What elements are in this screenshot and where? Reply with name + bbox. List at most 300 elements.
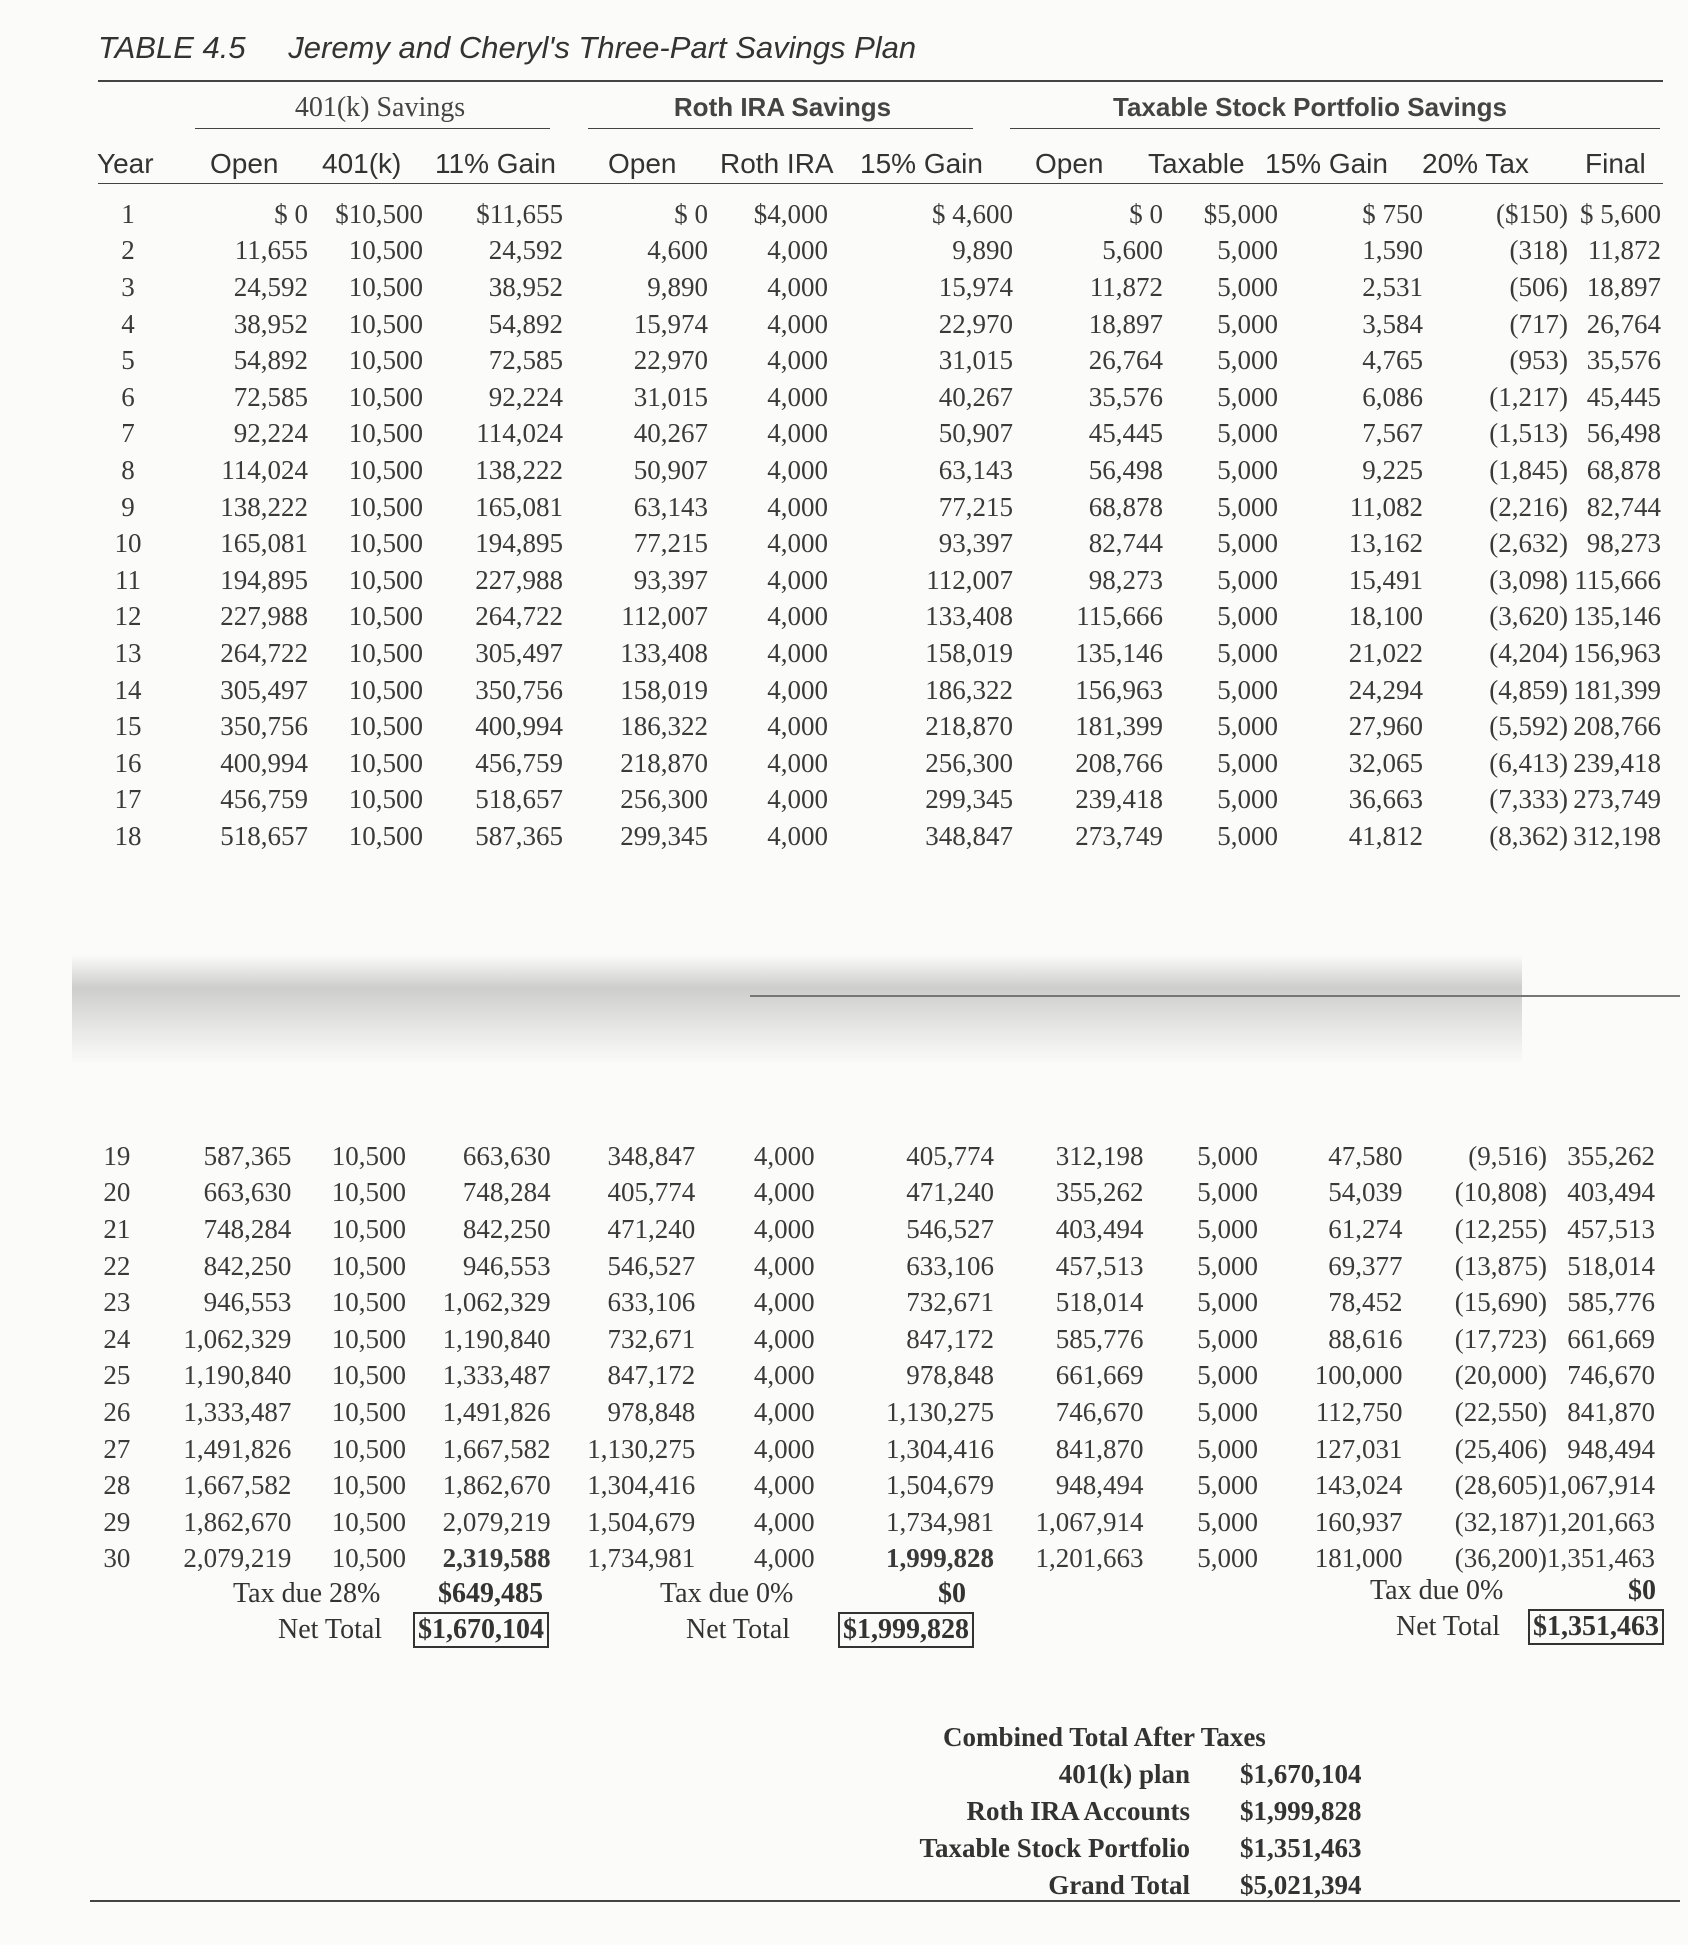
value-cell: (2,216) <box>1489 491 1568 522</box>
col-header-taxable-open: Open <box>1035 148 1104 179</box>
table-row <box>98 196 1661 233</box>
scan-fold-shadow <box>72 955 1522 1065</box>
value-cell: 10,500 <box>331 1543 406 1574</box>
year-cell: 30 <box>103 1543 131 1574</box>
table-row <box>98 525 1661 562</box>
value-cell: 661,669 <box>1567 1323 1655 1354</box>
value-cell: 1,590 <box>1362 235 1423 266</box>
value-cell: 63,143 <box>633 491 708 522</box>
value-cell: (22,550) <box>1454 1396 1547 1427</box>
value-cell: 9,890 <box>647 271 708 302</box>
value-cell: 10,500 <box>348 784 423 815</box>
value-cell: 1,999,828 <box>885 1543 994 1574</box>
value-cell: 4,000 <box>767 308 828 339</box>
value-cell: 4,000 <box>767 784 828 815</box>
value-cell: 11,872 <box>1587 235 1661 266</box>
value-cell: 948,494 <box>1567 1433 1655 1464</box>
table-row <box>92 1541 1655 1578</box>
value-cell: 10,500 <box>348 491 423 522</box>
roth-tax-value: $0 <box>938 1578 966 1609</box>
value-cell: 21,022 <box>1348 637 1423 668</box>
value-cell: 1,734,981 <box>885 1506 994 1537</box>
col-header-401k-open: Open <box>210 148 279 179</box>
table-number: TABLE 4.5 <box>98 30 246 65</box>
year-cell: 17 <box>114 784 142 815</box>
value-cell: 10,500 <box>331 1177 406 1208</box>
value-cell: 27,960 <box>1348 711 1423 742</box>
value-cell: 1,862,670 <box>442 1470 551 1501</box>
table-row <box>98 489 1661 526</box>
value-cell: 5,000 <box>1217 747 1278 778</box>
value-cell: (953) <box>1509 345 1568 376</box>
value-cell: 10,500 <box>331 1323 406 1354</box>
value-cell: 68,878 <box>1586 454 1661 485</box>
value-cell: 3,584 <box>1362 308 1423 339</box>
combined-heading: Combined Total After Taxes <box>943 1722 1266 1752</box>
value-cell: 78,452 <box>1328 1287 1403 1318</box>
value-cell: 186,322 <box>620 711 708 742</box>
value-cell: 256,300 <box>925 747 1013 778</box>
table-row <box>98 379 1661 416</box>
value-cell: 400,994 <box>220 747 308 778</box>
value-cell: (12,255) <box>1454 1213 1547 1244</box>
value-cell: 518,657 <box>475 784 563 815</box>
value-cell: 4,000 <box>767 564 828 595</box>
col-header-final: Final <box>1585 148 1646 179</box>
value-cell: 114,024 <box>221 454 308 485</box>
value-cell: 93,397 <box>633 564 708 595</box>
value-cell: 405,774 <box>906 1140 994 1171</box>
value-cell: 208,766 <box>1573 711 1661 742</box>
year-cell: 14 <box>114 674 142 705</box>
value-cell: 264,722 <box>220 637 308 668</box>
value-cell: 1,067,914 <box>1547 1470 1655 1501</box>
value-cell: 6,086 <box>1362 381 1423 412</box>
table-row <box>98 818 1661 855</box>
value-cell: 633,106 <box>906 1250 994 1281</box>
value-cell: 1,304,416 <box>885 1433 994 1464</box>
value-cell: 10,500 <box>348 418 423 449</box>
value-cell: 518,014 <box>1055 1287 1144 1318</box>
table-row <box>92 1394 1655 1431</box>
value-cell: 31,015 <box>938 345 1013 376</box>
value-cell: 127,031 <box>1314 1433 1403 1464</box>
table-row <box>92 1248 1655 1285</box>
value-cell: 1,067,914 <box>1035 1506 1144 1537</box>
value-cell: 22,970 <box>938 308 1013 339</box>
value-cell: $ 0 <box>1129 198 1163 229</box>
value-cell: 138,222 <box>475 454 563 485</box>
col-header-roth-contrib: Roth IRA <box>720 148 834 179</box>
value-cell: 5,000 <box>1197 1177 1259 1208</box>
year-cell: 25 <box>103 1360 131 1391</box>
year-cell: 2 <box>121 235 135 266</box>
value-cell: 5,000 <box>1197 1506 1259 1537</box>
value-cell: 32,065 <box>1348 747 1423 778</box>
table-row <box>98 342 1661 379</box>
value-cell: (20,000) <box>1454 1360 1547 1391</box>
year-cell: 9 <box>121 491 135 522</box>
value-cell: 1,062,329 <box>183 1323 292 1354</box>
value-cell: 5,000 <box>1197 1140 1259 1171</box>
year-cell: 18 <box>114 820 142 851</box>
value-cell: 77,215 <box>633 528 708 559</box>
value-cell: ($150) <box>1496 198 1568 229</box>
group-header-roth: Roth IRA Savings <box>673 92 892 122</box>
value-cell: 312,198 <box>1573 820 1661 851</box>
combined-label: Taxable Stock Portfolio <box>919 1833 1190 1863</box>
value-cell: 841,870 <box>1055 1433 1144 1464</box>
value-cell: 264,722 <box>475 601 563 632</box>
value-cell: 10,500 <box>348 528 423 559</box>
value-cell: 4,000 <box>767 528 828 559</box>
value-cell: 100,000 <box>1314 1360 1403 1391</box>
value-cell: 4,000 <box>767 381 828 412</box>
value-cell: 5,000 <box>1217 711 1278 742</box>
combined-row <box>890 1756 1362 1793</box>
value-cell: 299,345 <box>925 784 1013 815</box>
value-cell: 11,082 <box>1349 491 1423 522</box>
group-rule-roth <box>588 128 973 129</box>
value-cell: 946,553 <box>462 1250 551 1281</box>
value-cell: 299,345 <box>620 820 708 851</box>
year-cell: 21 <box>103 1213 131 1244</box>
value-cell: 13,162 <box>1348 528 1423 559</box>
year-cell: 11 <box>115 564 141 595</box>
combined-value: $1,351,463 <box>1240 1833 1362 1863</box>
year-cell: 1 <box>121 198 135 229</box>
value-cell: 405,774 <box>607 1177 696 1208</box>
value-cell: (36,200) <box>1454 1543 1547 1574</box>
value-cell: 5,000 <box>1197 1360 1259 1391</box>
value-cell: 10,500 <box>331 1250 406 1281</box>
value-cell: (25,406) <box>1454 1433 1547 1464</box>
value-cell: 4,000 <box>753 1543 815 1574</box>
year-cell: 22 <box>103 1250 131 1281</box>
value-cell: (10,808) <box>1454 1177 1547 1208</box>
value-cell: 10,500 <box>331 1140 406 1171</box>
table-row <box>98 782 1661 819</box>
value-cell: 4,000 <box>767 491 828 522</box>
value-cell: 663,630 <box>462 1140 551 1171</box>
value-cell: 585,776 <box>1055 1323 1144 1354</box>
value-cell: 133,408 <box>925 601 1013 632</box>
value-cell: 1,062,329 <box>442 1287 551 1318</box>
value-cell: 4,000 <box>753 1506 815 1537</box>
year-cell: 4 <box>121 308 135 339</box>
value-cell: 4,000 <box>753 1323 815 1354</box>
value-cell: (2,632) <box>1489 528 1568 559</box>
value-cell: 15,974 <box>938 271 1013 302</box>
value-cell: 239,418 <box>1075 784 1163 815</box>
value-cell: 587,365 <box>203 1140 292 1171</box>
table-row <box>98 306 1661 343</box>
value-cell: 4,000 <box>753 1213 815 1244</box>
roth-net-value: $1,999,828 <box>838 1612 974 1648</box>
value-cell: (13,875) <box>1454 1250 1547 1281</box>
value-cell: 98,273 <box>1586 528 1661 559</box>
value-cell: 5,000 <box>1197 1250 1259 1281</box>
value-cell: 5,000 <box>1217 418 1278 449</box>
value-cell: 10,500 <box>348 711 423 742</box>
table-row <box>92 1138 1655 1175</box>
value-cell: 2,079,219 <box>442 1506 551 1537</box>
value-cell: 181,399 <box>1573 674 1661 705</box>
value-cell: 1,304,416 <box>587 1470 696 1501</box>
value-cell: 10,500 <box>348 308 423 339</box>
value-cell: 10,500 <box>348 637 423 668</box>
value-cell: 56,498 <box>1088 454 1163 485</box>
value-cell: 746,670 <box>1055 1396 1144 1427</box>
value-cell: (1,845) <box>1489 454 1568 485</box>
value-cell: $ 4,600 <box>932 198 1013 229</box>
value-cell: 746,670 <box>1567 1360 1655 1391</box>
value-cell: 5,000 <box>1217 491 1278 522</box>
value-cell: (717) <box>1509 308 1568 339</box>
table-row <box>92 1321 1655 1358</box>
value-cell: 88,616 <box>1328 1323 1403 1354</box>
group-rule-401k <box>195 128 550 129</box>
value-cell: 18,897 <box>1586 271 1661 302</box>
value-cell: $ 0 <box>274 198 308 229</box>
value-cell: 1,333,487 <box>183 1396 292 1427</box>
value-cell: 38,952 <box>488 271 563 302</box>
value-cell: 15,974 <box>633 308 708 339</box>
value-cell: 546,527 <box>607 1250 696 1281</box>
value-cell: 471,240 <box>607 1213 696 1244</box>
year-cell: 7 <box>121 418 135 449</box>
value-cell: 4,000 <box>767 235 828 266</box>
value-cell: 4,000 <box>753 1250 815 1281</box>
value-cell: 54,892 <box>233 345 308 376</box>
value-cell: 348,847 <box>607 1140 696 1171</box>
value-cell: 10,500 <box>331 1433 406 1464</box>
year-cell: 13 <box>114 637 142 668</box>
value-cell: 256,300 <box>620 784 708 815</box>
value-cell: 842,250 <box>203 1250 292 1281</box>
value-cell: 400,994 <box>475 711 563 742</box>
col-header-401k-gain: 11% Gain <box>435 148 556 179</box>
value-cell: 82,744 <box>1586 491 1661 522</box>
value-cell: 585,776 <box>1567 1287 1655 1318</box>
value-cell: (1,513) <box>1489 418 1568 449</box>
value-cell: 4,000 <box>753 1470 815 1501</box>
value-cell: 305,497 <box>220 674 308 705</box>
value-cell: 50,907 <box>938 418 1013 449</box>
value-cell: (9,516) <box>1468 1140 1547 1171</box>
value-cell: 2,079,219 <box>183 1543 292 1574</box>
value-cell: (15,690) <box>1454 1287 1547 1318</box>
k401-tax-value: $649,485 <box>438 1578 543 1609</box>
value-cell: 1,130,275 <box>885 1396 994 1427</box>
value-cell: 546,527 <box>906 1213 994 1244</box>
value-cell: 45,445 <box>1088 418 1163 449</box>
value-cell: 732,671 <box>607 1323 696 1354</box>
value-cell: 68,878 <box>1088 491 1163 522</box>
value-cell: 194,895 <box>220 564 308 595</box>
value-cell: 10,500 <box>348 345 423 376</box>
value-cell: 4,000 <box>753 1396 815 1427</box>
value-cell: 5,000 <box>1197 1323 1259 1354</box>
value-cell: $5,000 <box>1203 198 1278 229</box>
value-cell: 5,600 <box>1102 235 1163 266</box>
value-cell: (506) <box>1509 271 1568 302</box>
value-cell: 1,190,840 <box>442 1323 551 1354</box>
value-cell: 5,000 <box>1217 637 1278 668</box>
value-cell: 5,000 <box>1217 564 1278 595</box>
taxable-tax-label: Tax due 0% <box>1370 1575 1504 1606</box>
roth-net-label: Net Total <box>686 1614 791 1645</box>
value-cell: 194,895 <box>475 528 563 559</box>
value-cell: 138,222 <box>220 491 308 522</box>
value-cell: 9,225 <box>1362 454 1423 485</box>
combined-row <box>890 1793 1362 1830</box>
value-cell: 4,000 <box>767 271 828 302</box>
value-cell: 36,663 <box>1348 784 1423 815</box>
year-cell: 28 <box>103 1470 131 1501</box>
year-cell: 15 <box>114 711 142 742</box>
k401-net-value: $1,670,104 <box>413 1612 549 1648</box>
value-cell: 218,870 <box>925 711 1013 742</box>
value-cell: 1,201,663 <box>1547 1506 1655 1537</box>
value-cell: 93,397 <box>938 528 1013 559</box>
value-cell: 5,000 <box>1217 454 1278 485</box>
year-cell: 29 <box>103 1506 131 1537</box>
value-cell: $10,500 <box>335 198 423 229</box>
value-cell: 4,000 <box>767 711 828 742</box>
value-cell: 350,756 <box>220 711 308 742</box>
value-cell: 518,657 <box>220 820 308 851</box>
k401-net-label: Net Total <box>278 1614 383 1645</box>
combined-value: $1,999,828 <box>1240 1796 1362 1826</box>
value-cell: (8,362) <box>1489 820 1568 851</box>
value-cell: 11,655 <box>234 235 308 266</box>
value-cell: 26,764 <box>1586 308 1661 339</box>
value-cell: 72,585 <box>488 345 563 376</box>
table-row <box>98 233 1661 270</box>
value-cell: 842,250 <box>462 1213 551 1244</box>
value-cell: 10,500 <box>348 564 423 595</box>
value-cell: 350,756 <box>475 674 563 705</box>
value-cell: (3,620) <box>1489 601 1568 632</box>
value-cell: 10,500 <box>331 1213 406 1244</box>
value-cell: 10,500 <box>348 747 423 778</box>
value-cell: 24,592 <box>488 235 563 266</box>
value-cell: 847,172 <box>607 1360 696 1391</box>
value-cell: 518,014 <box>1567 1250 1655 1281</box>
value-cell: 208,766 <box>1075 747 1163 778</box>
value-cell: 10,500 <box>331 1470 406 1501</box>
value-cell: 10,500 <box>348 601 423 632</box>
value-cell: 115,666 <box>1574 564 1661 595</box>
value-cell: 1,504,679 <box>885 1470 994 1501</box>
value-cell: (28,605) <box>1454 1470 1547 1501</box>
value-cell: 5,000 <box>1197 1433 1259 1464</box>
value-cell: 4,000 <box>753 1287 815 1318</box>
col-header-401k-contrib: 401(k) <box>322 148 402 179</box>
grand-total-label: Grand Total <box>1048 1870 1190 1900</box>
value-cell: 239,418 <box>1573 747 1661 778</box>
year-cell: 20 <box>103 1177 131 1208</box>
value-cell: 5,000 <box>1217 674 1278 705</box>
value-cell: 4,000 <box>767 601 828 632</box>
table-row <box>92 1431 1655 1468</box>
value-cell: 18,100 <box>1348 601 1423 632</box>
value-cell: 1,491,826 <box>183 1433 292 1464</box>
value-cell: (7,333) <box>1489 784 1568 815</box>
table-row <box>98 416 1661 453</box>
value-cell: 4,000 <box>753 1360 815 1391</box>
value-cell: 98,273 <box>1088 564 1163 595</box>
value-cell: (5,592) <box>1489 711 1568 742</box>
value-cell: 92,224 <box>233 418 308 449</box>
value-cell: 9,890 <box>952 235 1013 266</box>
table-row <box>92 1358 1655 1395</box>
value-cell: 456,759 <box>475 747 563 778</box>
value-cell: (1,217) <box>1489 381 1568 412</box>
value-cell: 732,671 <box>906 1287 994 1318</box>
table-row <box>98 562 1661 599</box>
value-cell: 112,007 <box>926 564 1013 595</box>
value-cell: 4,000 <box>767 418 828 449</box>
value-cell: 841,870 <box>1567 1396 1655 1427</box>
k401-tax-label: Tax due 28% <box>233 1578 381 1609</box>
value-cell: 41,812 <box>1348 820 1423 851</box>
value-cell: 35,576 <box>1586 345 1661 376</box>
value-cell: 114,024 <box>476 418 563 449</box>
value-cell: 5,000 <box>1217 784 1278 815</box>
value-cell: 1,190,840 <box>183 1360 292 1391</box>
value-cell: 4,000 <box>767 345 828 376</box>
value-cell: 77,215 <box>938 491 1013 522</box>
year-cell: 16 <box>114 747 142 778</box>
year-cell: 12 <box>114 601 142 632</box>
group-rule-taxable <box>1010 128 1660 129</box>
value-cell: 54,892 <box>488 308 563 339</box>
value-cell: 1,201,663 <box>1035 1543 1144 1574</box>
year-cell: 19 <box>103 1140 131 1171</box>
value-cell: 112,007 <box>621 601 708 632</box>
value-cell: 10,500 <box>348 235 423 266</box>
table-row <box>92 1504 1655 1541</box>
value-cell: 160,937 <box>1314 1506 1403 1537</box>
value-cell: 633,106 <box>607 1287 696 1318</box>
value-cell: 35,576 <box>1088 381 1163 412</box>
year-cell: 24 <box>103 1323 131 1354</box>
value-cell: 5,000 <box>1217 381 1278 412</box>
value-cell: 348,847 <box>925 820 1013 851</box>
value-cell: 4,000 <box>767 454 828 485</box>
value-cell: 2,531 <box>1362 271 1423 302</box>
value-cell: 50,907 <box>633 454 708 485</box>
value-cell: 133,408 <box>620 637 708 668</box>
table-row <box>98 672 1661 709</box>
value-cell: 403,494 <box>1567 1177 1655 1208</box>
value-cell: (318) <box>1509 235 1568 266</box>
value-cell: 748,284 <box>203 1213 292 1244</box>
value-cell: 4,765 <box>1362 345 1423 376</box>
value-cell: 587,365 <box>475 820 563 851</box>
value-cell: 10,500 <box>331 1396 406 1427</box>
value-cell: 7,567 <box>1362 418 1423 449</box>
value-cell: 4,000 <box>767 747 828 778</box>
scan-fold-line <box>750 995 1680 997</box>
value-cell: 748,284 <box>462 1177 551 1208</box>
value-cell: 10,500 <box>348 271 423 302</box>
year-cell: 23 <box>103 1287 131 1318</box>
value-cell: 18,897 <box>1088 308 1163 339</box>
value-cell: 10,500 <box>348 454 423 485</box>
